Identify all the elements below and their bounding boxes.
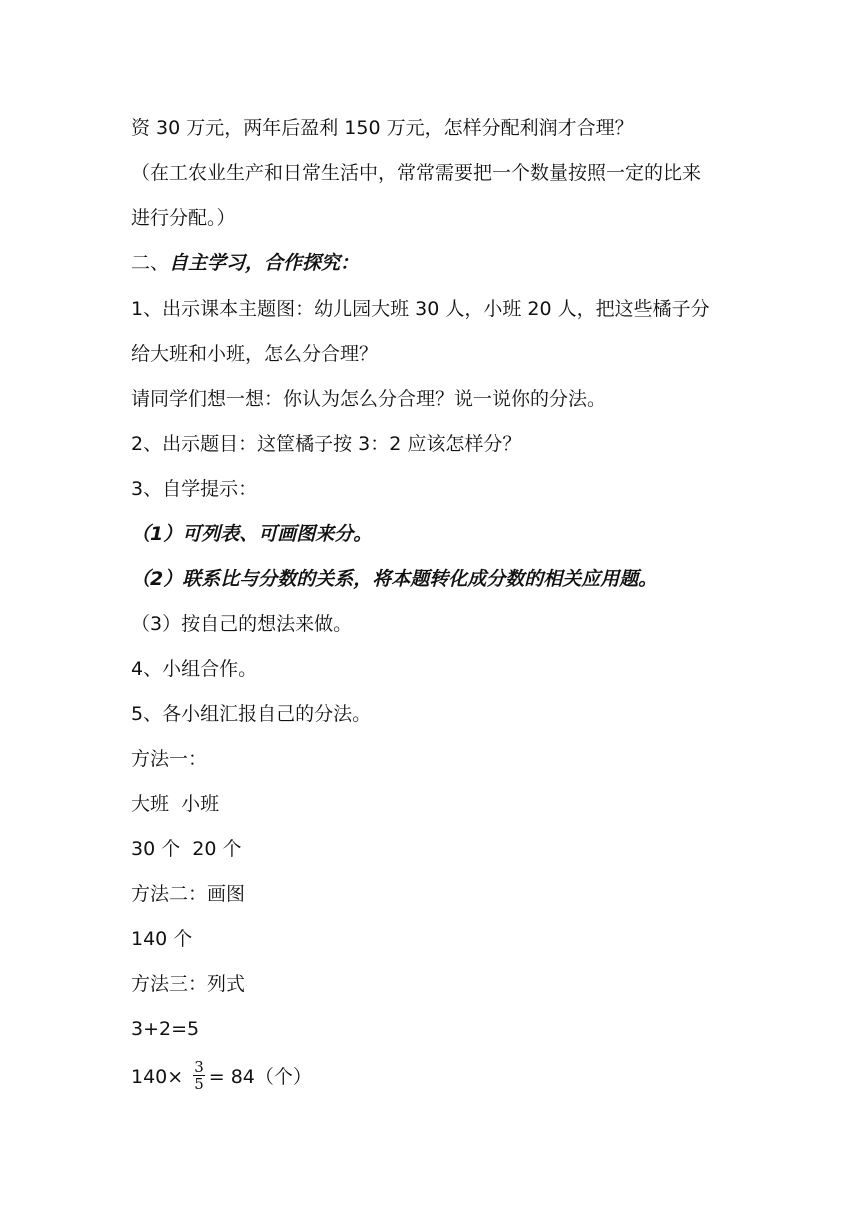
paragraph-note-line1: （在工农业生产和日常生活中，常常需要把一个数量按照一定的比来 [131, 162, 702, 184]
method-2-label: 方法二：画图 [131, 883, 246, 905]
section-title: 自主学习，合作探究： [169, 252, 360, 274]
method-1-counts: 30 个 20 个 [131, 838, 242, 860]
method-1-label: 方法一： [131, 748, 208, 770]
fraction [193, 1059, 205, 1092]
equation-product-left: 140× [131, 1066, 184, 1088]
step-1-line1: 1、出示课本主题图：幼儿园大班 30 人，小班 20 人，把这些橘子分 [131, 298, 710, 320]
method-3-label: 方法三：列式 [131, 973, 246, 995]
paragraph-investment: 资 30 万元，两年后盈利 150 万元，怎样分配利润才合理？ [131, 117, 634, 139]
hint-3: （3）按自己的想法来做。 [131, 613, 353, 635]
paragraph-note-line2: 进行分配。） [131, 207, 236, 229]
hint-1: （1）可列表、可画图来分。 [131, 523, 373, 545]
section-number: 二、 [131, 252, 170, 274]
step-5: 5、各小组汇报自己的分法。 [131, 703, 372, 725]
equation-sum: 3+2=5 [131, 1018, 200, 1040]
fraction-numerator: 3 [194, 1058, 204, 1076]
equation-product-right: = 84（个） [208, 1066, 312, 1088]
step-1-line2: 给大班和小班，怎么分合理？ [131, 343, 379, 365]
hint-2: （2）联系比与分数的关系，将本题转化成分数的相关应用题。 [131, 568, 658, 590]
step-2: 2、出示题目：这筐橘子按 3：2 应该怎样分？ [131, 433, 522, 455]
fraction-denominator: 5 [194, 1075, 204, 1093]
step-4: 4、小组合作。 [131, 658, 258, 680]
method-2-total: 140 个 [131, 928, 193, 950]
prompt-think: 请同学们想一想：你认为怎么分合理？说一说你的分法。 [131, 388, 607, 410]
step-3: 3、自学提示： [131, 478, 258, 500]
section-heading [131, 251, 359, 275]
equation-product [131, 1058, 312, 1094]
method-1-classes: 大班 小班 [131, 793, 220, 815]
